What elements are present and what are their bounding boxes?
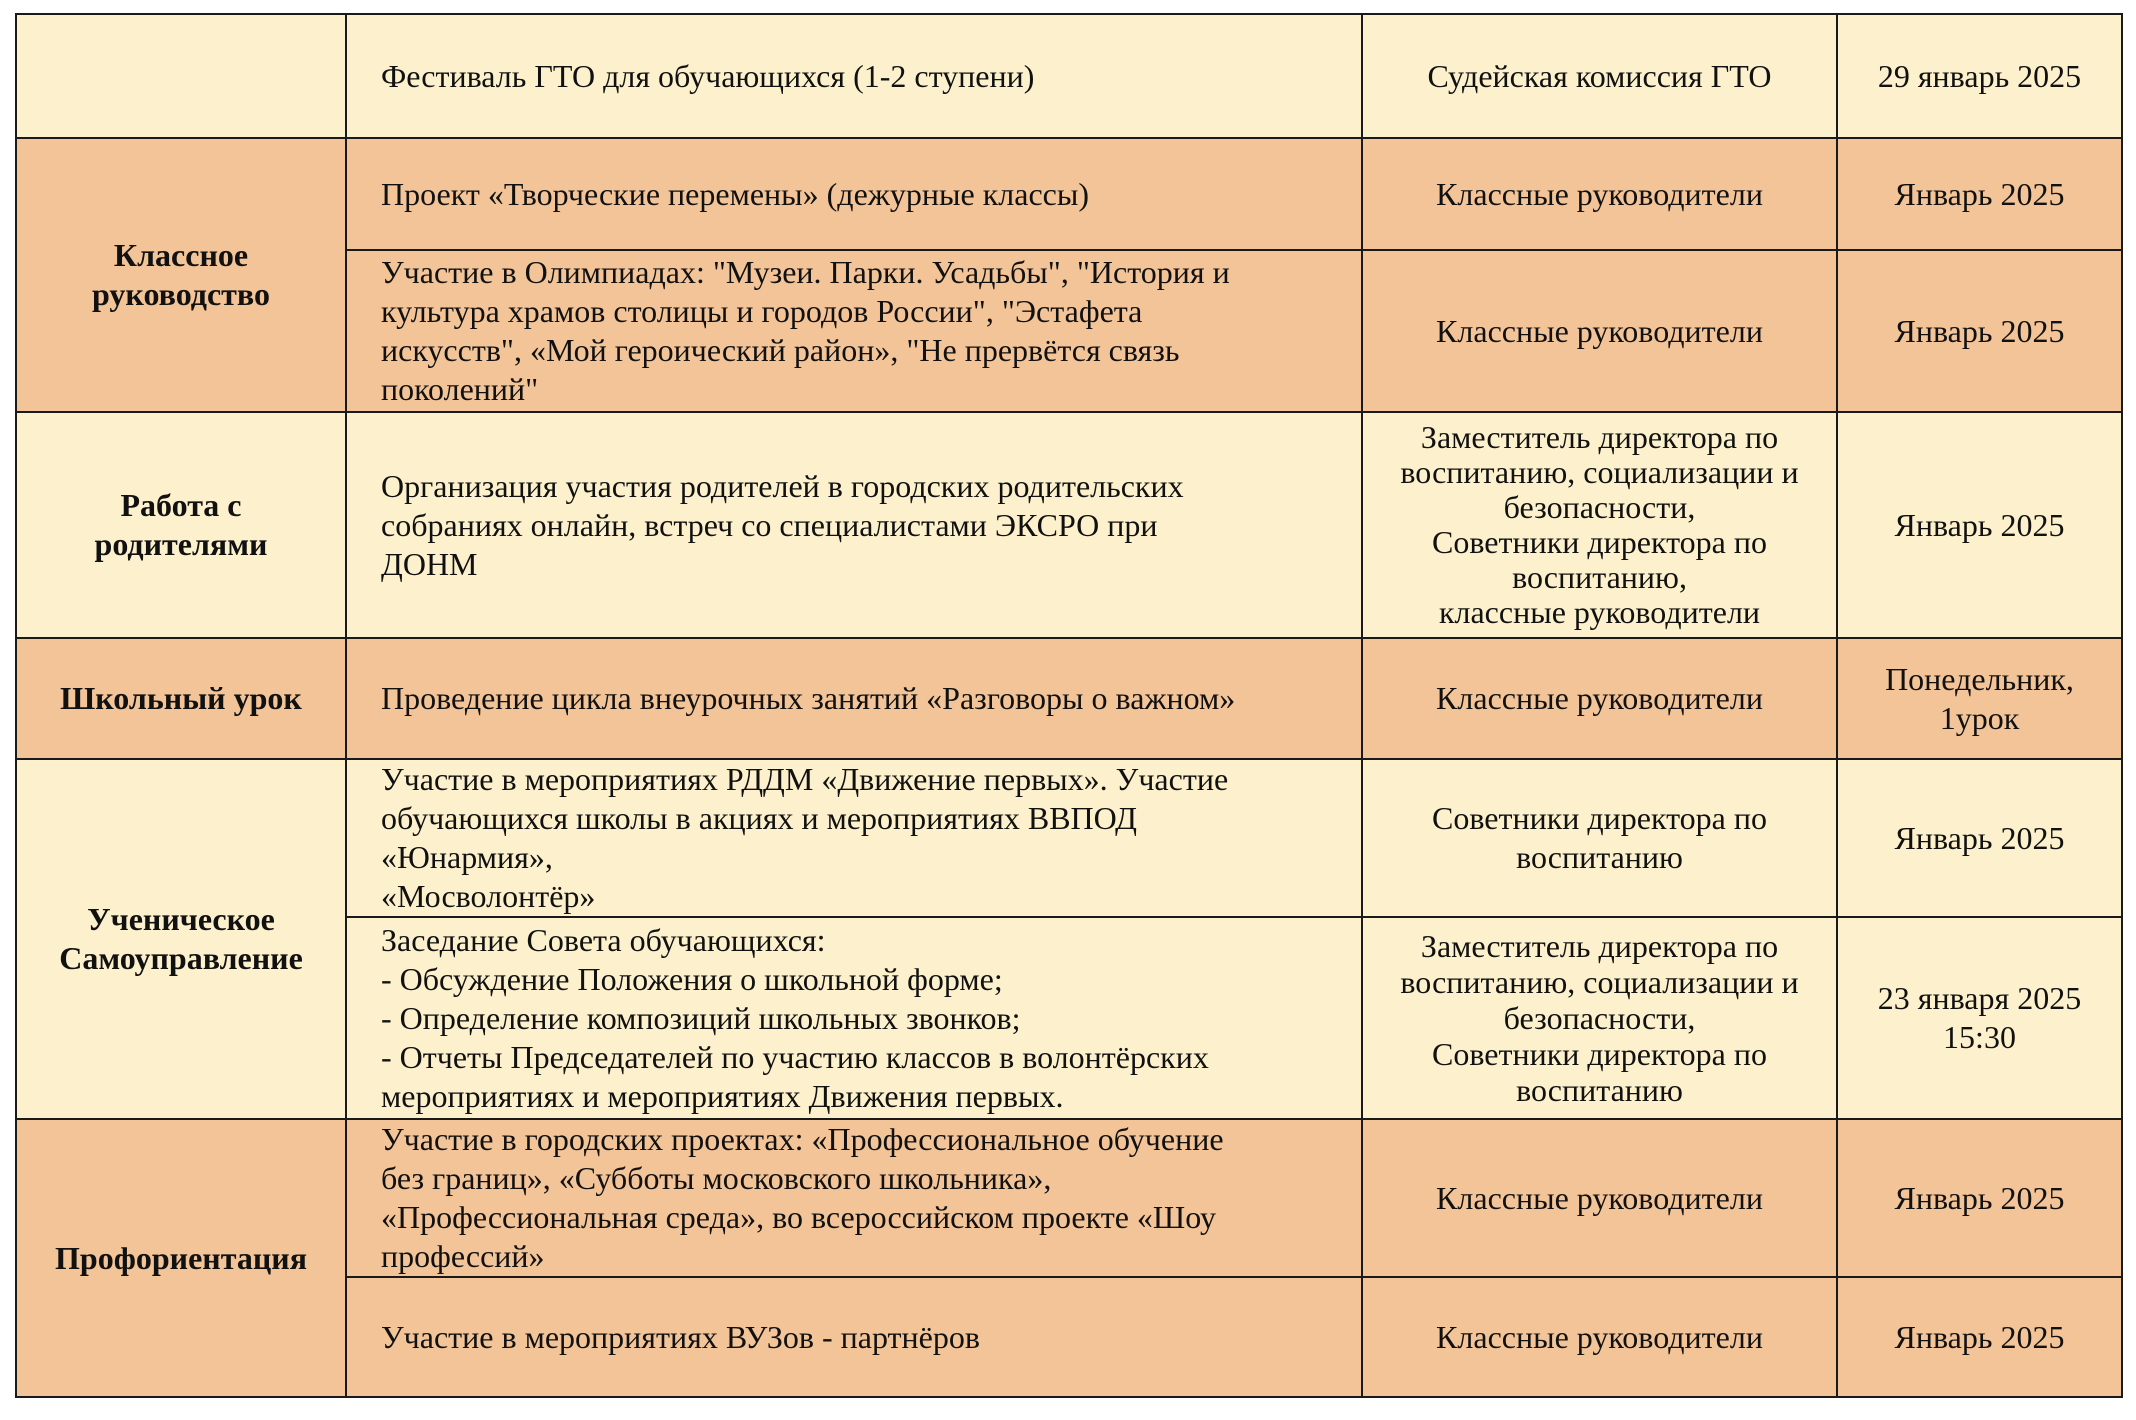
event-line: обучающихся школы в акциях и мероприятиях ВВПОД — [381, 800, 1137, 836]
event-cell — [346, 1119, 1362, 1277]
event-line: Заседание Совета обучающихся: — [381, 921, 826, 958]
section-cell-parents — [16, 412, 346, 638]
event-line: - Определение композиций школьных звонков; — [381, 999, 1021, 1036]
responsible-line: Советники директора по — [1432, 524, 1767, 560]
date-line: 1урок — [1939, 699, 2020, 736]
plan-table — [15, 13, 2123, 1398]
date-cell: Январь 2025 — [1837, 138, 2122, 250]
event-cell: Проведение цикла внеурочных занятий «Разговоры о важном» — [346, 638, 1362, 759]
responsible-line: классные руководители — [1438, 594, 1761, 630]
responsible-cell: Судейская комиссия ГТО — [1362, 14, 1837, 138]
section-line: Самоуправление — [59, 940, 303, 976]
responsible-line: воспитанию, социализации и — [1400, 964, 1799, 1000]
section-cell-class-management: Классное руководство — [16, 138, 346, 412]
section-cell-student-government — [16, 759, 346, 1119]
section-cell — [16, 14, 346, 138]
responsible-line: воспитанию, социализации и — [1400, 454, 1799, 490]
responsible-cell: Классные руководители — [1362, 1277, 1837, 1397]
responsible-cell — [1362, 917, 1837, 1119]
date-line: 23 января 2025 — [1877, 980, 2082, 1016]
date-cell: Январь 2025 — [1837, 412, 2122, 638]
event-line: - Отчеты Председателей по участию классов в волонтёрских — [381, 1038, 1209, 1075]
event-line: без границ», «Субботы московского школьника», — [381, 1160, 1052, 1196]
responsible-line: Заместитель директора по — [1420, 928, 1779, 964]
table-row — [16, 412, 2122, 638]
responsible-cell: Классные руководители — [1362, 638, 1837, 759]
table-row — [16, 14, 2122, 138]
event-line: Организация участия родителей в городских родительских — [381, 467, 1184, 504]
event-line: «Мосволонтёр» — [381, 878, 596, 914]
responsible-cell: Классные руководители — [1362, 138, 1837, 250]
section-cell-school-lesson: Школьный урок — [16, 638, 346, 759]
responsible-line: безопасности, — [1503, 489, 1696, 525]
responsible-line: Советники директора по — [1432, 1036, 1767, 1072]
responsible-line: Заместитель директора по — [1420, 419, 1779, 455]
event-line: культура храмов столицы и городов России", "Эстафета — [381, 293, 1143, 329]
section-line: Ученическое — [87, 901, 275, 937]
date-cell: Январь 2025 — [1837, 1277, 2122, 1397]
date-cell: Январь 2025 — [1837, 1119, 2122, 1277]
date-line: 15:30 — [1943, 1019, 2016, 1055]
responsible-cell: Классные руководители — [1362, 1119, 1837, 1277]
event-line: «Юнармия», — [381, 839, 553, 875]
responsible-line: Советники директора по — [1432, 800, 1767, 836]
event-line: Участие в мероприятиях РДДМ «Движение первых». Участие — [381, 761, 1229, 797]
event-line: собраниях онлайн, встреч со специалистами ЭКСРО при — [381, 506, 1158, 543]
event-cell — [346, 917, 1362, 1119]
table-row — [16, 759, 2122, 917]
event-line: поколений" — [381, 371, 539, 407]
event-cell: Проект «Творческие перемены» (дежурные классы) — [346, 138, 1362, 250]
section-cell-career-guidance: Профориентация — [16, 1119, 346, 1397]
responsible-cell: Классные руководители — [1362, 250, 1837, 412]
responsible-cell — [1362, 412, 1837, 638]
event-cell: Участие в мероприятиях ВУЗов - партнёров — [346, 1277, 1362, 1397]
event-line: - Обсуждение Положения о школьной форме; — [381, 960, 1003, 997]
event-cell — [346, 250, 1362, 412]
event-line: искусств", «Мой героический район», "Не прервётся связь — [381, 332, 1180, 368]
table-row — [16, 1119, 2122, 1277]
responsible-line: воспитанию, — [1512, 559, 1687, 595]
event-line: Участие в Олимпиадах: "Музеи. Парки. Усадьбы", "История и — [381, 254, 1230, 290]
event-cell — [346, 759, 1362, 917]
date-cell: Январь 2025 — [1837, 250, 2122, 412]
responsible-line: воспитанию — [1516, 839, 1683, 875]
section-line: Работа с — [120, 487, 242, 523]
event-line: ДОНМ — [381, 545, 478, 582]
table-row — [16, 638, 2122, 759]
responsible-line: безопасности, — [1503, 1000, 1696, 1036]
date-line: Понедельник, — [1885, 660, 2074, 697]
responsible-cell — [1362, 759, 1837, 917]
event-line: профессий» — [381, 1238, 545, 1274]
event-line: мероприятиях и мероприятиях Движения первых. — [381, 1077, 1064, 1114]
table-row — [16, 138, 2122, 250]
event-line: Участие в городских проектах: «Профессиональное обучение — [381, 1121, 1224, 1157]
date-cell — [1837, 638, 2122, 759]
event-cell: Фестиваль ГТО для обучающихся (1-2 ступени) — [346, 14, 1362, 138]
date-cell: 29 январь 2025 — [1837, 14, 2122, 138]
event-cell — [346, 412, 1362, 638]
event-line: «Профессиональная среда», во всероссийском проекте «Шоу — [381, 1199, 1216, 1235]
date-cell: Январь 2025 — [1837, 759, 2122, 917]
responsible-line: воспитанию — [1516, 1072, 1683, 1108]
section-line: родителями — [94, 526, 268, 562]
date-cell — [1837, 917, 2122, 1119]
